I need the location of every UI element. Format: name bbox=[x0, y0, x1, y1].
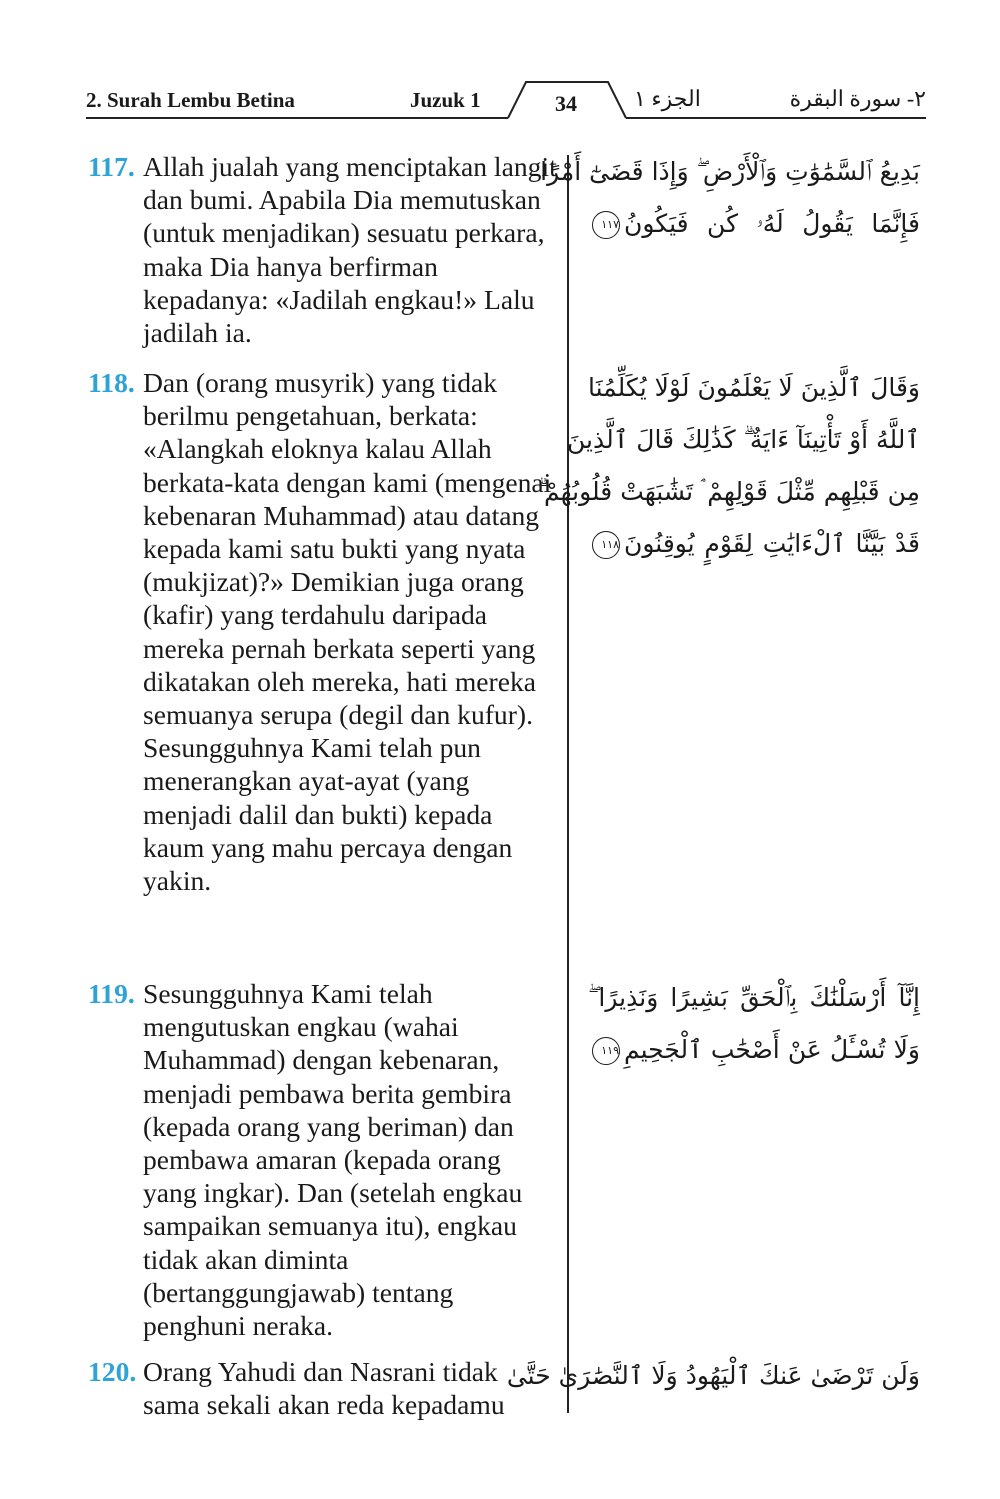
surah-title-malay: 2. Surah Lembu Betina bbox=[86, 88, 295, 112]
page-number: 34 bbox=[555, 91, 577, 116]
verse-118-arabic bbox=[537, 362, 920, 570]
column-divider bbox=[567, 155, 569, 1413]
verse-117-arabic bbox=[540, 146, 920, 250]
surah-title-arabic: ٢- سورة البقرة bbox=[789, 86, 926, 111]
arabic-line-with-marker bbox=[588, 518, 920, 570]
arabic-line: بَدِيعُ ٱلسَّمَٰوَٰتِ وَٱلْأَرْضِ ۖ وَإِذَا قَضَىٰٓ أَمْرًا bbox=[540, 157, 920, 186]
arabic-line: قَدْ بَيَّنَّا ٱلْءَايَٰتِ لِقَوْمٍ يُوقِنُونَ bbox=[624, 529, 920, 558]
arabic-line: مِن قَبْلِهِم مِّثْلَ قَوْلِهِمْ ۘ تَشَٰبَهَتْ قُلُوبُهُمْ ۗ bbox=[537, 477, 920, 506]
arabic-line-with-marker bbox=[588, 198, 920, 250]
ayah-number-marker: ١١٧ bbox=[592, 211, 620, 239]
verse-text: Sesungguhnya Kami telah mengutuskan engkau (wahai Muhammad) dengan kebenaran, menjadi pembawa berita gembira (kepada orang yang beriman) dan pembawa amaran (kepada orang yang ingkar). Dan (setelah engkau sampaikan semuanya itu), engkau tidak akan diminta (bertanggungjawab) tentang penghuni neraka. bbox=[143, 978, 523, 1342]
arabic-line-with-marker bbox=[588, 1024, 920, 1076]
arabic-line: إِنَّآ أَرْسَلْنَٰكَ بِٱلْحَقِّ بَشِيرًا وَنَذِيرًا ۖ bbox=[588, 983, 920, 1012]
verse-number: 120. bbox=[88, 1356, 137, 1387]
verse-text: Orang Yahudi dan Nasrani tidak sama sekali akan reda kepadamu bbox=[143, 1356, 505, 1421]
arabic-line: وَلَن تَرْضَىٰ عَنكَ ٱلْيَهُودُ وَلَا ٱلنَّصَٰرَىٰ حَتَّىٰ bbox=[506, 1361, 920, 1390]
verse-text: Dan (orang musyrik) yang tidak berilmu pengetahuan, berkata: «Alangkah eloknya kalau Allah berkata-kata dengan kami (mengenai kebenaran Muhammad) atau datang kepada kami satu bukti yang nyata (mukjizat)?» Demikian juga orang (kafir) yang terdahulu daripada mereka pernah berkata seperti yang dikatakan oleh mereka, hati mereka semuanya serupa (degil dan kufur). Sesungguhnya Kami telah pun menerangkan ayat-ayat (yang menjadi dalil dan bukti) kepada kaum yang mahu percaya dengan yakin. bbox=[143, 367, 552, 897]
verse-119-arabic bbox=[588, 972, 920, 1076]
verse-120-arabic bbox=[506, 1350, 920, 1402]
ayah-number-marker: ١١٨ bbox=[592, 531, 620, 559]
page-header bbox=[86, 78, 926, 122]
verse-number: 117. bbox=[88, 151, 135, 182]
juz-label-arabic: الجزء ١ bbox=[634, 86, 701, 111]
verse-117-translation bbox=[88, 150, 558, 349]
arabic-line: وَقَالَ ٱلَّذِينَ لَا يَعْلَمُونَ لَوْلَا يُكَلِّمُنَا bbox=[588, 373, 920, 402]
verse-118-translation bbox=[88, 366, 558, 897]
arabic-line: وَلَا تُسْـَٔلُ عَنْ أَصْحَٰبِ ٱلْجَحِيمِ bbox=[624, 1035, 920, 1064]
verse-number: 118. bbox=[88, 367, 135, 398]
verse-number: 119. bbox=[88, 978, 135, 1009]
juzuk-label: Juzuk 1 bbox=[410, 88, 481, 112]
verse-120-translation bbox=[88, 1355, 558, 1421]
arabic-line: ٱللَّهُ أَوْ تَأْتِينَآ ءَايَةٌ ۗ كَذَٰلِكَ قَالَ ٱلَّذِينَ bbox=[566, 425, 920, 454]
ayah-number-marker: ١١٩ bbox=[592, 1037, 620, 1065]
verse-text: Allah jualah yang menciptakan langit dan bumi. Apabila Dia memutuskan (untuk menjadikan) sesuatu perkara, maka Dia hanya berfirman kepadanya: «Jadilah engkau!» Lalu jadilah ia. bbox=[143, 151, 557, 349]
arabic-line: فَإِنَّمَا يَقُولُ لَهُۥ كُن فَيَكُونُ bbox=[624, 209, 920, 238]
verse-119-translation bbox=[88, 977, 558, 1342]
